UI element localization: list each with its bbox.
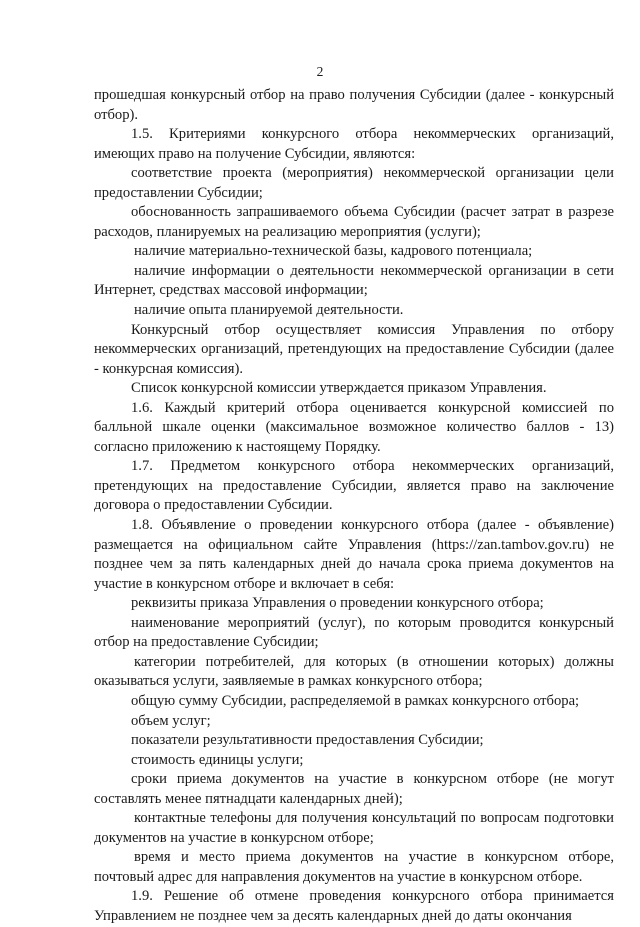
paragraph: 1.9. Решение об отмене проведения конкурсного отбора принимается Управлением не позднее чем за десять календарных дней до даты окончания [94, 888, 614, 924]
paragraph: 1.7. Предметом конкурсного отбора некоммерческих организаций, претендующих на предоставление Субсидии, является право на заключение договора о предоставлении Субсидии. [94, 458, 614, 514]
paragraph: наименование мероприятий (услуг), по которым проводится конкурсный отбор на предоставление Субсидии; [94, 614, 614, 651]
paragraph: реквизиты приказа Управления о проведении конкурсного отбора; [131, 595, 544, 612]
paragraph: стоимость единицы услуги; [131, 751, 304, 768]
paragraph: соответствие проекта (мероприятия) некоммерческой организации цели предоставлении Субсидии; [94, 165, 614, 201]
document-body [94, 86, 614, 927]
paragraph: 1.5. Критериями конкурсного отбора некоммерческих организаций, имеющих право на получение Субсидии, являются: [94, 126, 614, 162]
paragraph: показатели результативности предоставления Субсидии; [131, 732, 484, 749]
paragraph: наличие опыта планируемой деятельности. [134, 302, 404, 319]
paragraph: наличие информации о деятельности некоммерческой организации в сети Интернет, средствах массовой информации; [94, 262, 614, 299]
paragraph: обоснованность запрашиваемого объема Субсидии (расчет затрат в разрезе расходов, планируемых на реализацию мероприятия (услуги); [94, 204, 614, 240]
paragraph: время и место приема документов на участие в конкурсном отборе, почтовый адрес для направления документов на участие в конкурсном отборе. [94, 849, 614, 885]
paragraph: Список конкурсной комиссии утверждается приказом Управления. [131, 380, 547, 397]
paragraph: сроки приема документов на участие в конкурсном отборе (не могут составлять менее пятнадцати календарных дней); [94, 771, 614, 807]
paragraph: 1.8. Объявление о проведении конкурсного отбора (далее - объявление) размещается на официальном сайте Управления (https://zan.tambov.gov.ru) не позднее чем за пять календарных дней до начала срока приема документов на участие в конкурсном отборе и включает в себя: [94, 517, 614, 592]
paragraph: 1.6. Каждый критерий отбора оценивается конкурсной комиссией по балльной шкале оценки (максимальное возможное количество баллов - 13) согласно приложению к настоящему Порядку. [94, 399, 614, 455]
paragraph: Конкурсный отбор осуществляет комиссия Управления по отбору некоммерческих организаций, претендующих на предоставление Субсидии (далее - конкурсная комиссия). [94, 321, 614, 377]
page-number: 2 [316, 64, 324, 79]
paragraph: общую сумму Субсидии, распределяемой в рамках конкурсного отбора; [131, 692, 580, 709]
paragraph: объем услуг; [131, 712, 211, 729]
paragraph: прошедшая конкурсный отбор на право получения Субсидии (далее - конкурсный отбор). [94, 87, 614, 123]
paragraph: контактные телефоны для получения консультаций по вопросам подготовки документов на участие в конкурсном отборе; [94, 810, 614, 846]
paragraph: наличие материально-технической базы, кадрового потенциала; [134, 243, 533, 260]
paragraph: категории потребителей, для которых (в отношении которых) должны оказываться услуги, заявляемые в рамках конкурсного отбора; [94, 653, 614, 690]
